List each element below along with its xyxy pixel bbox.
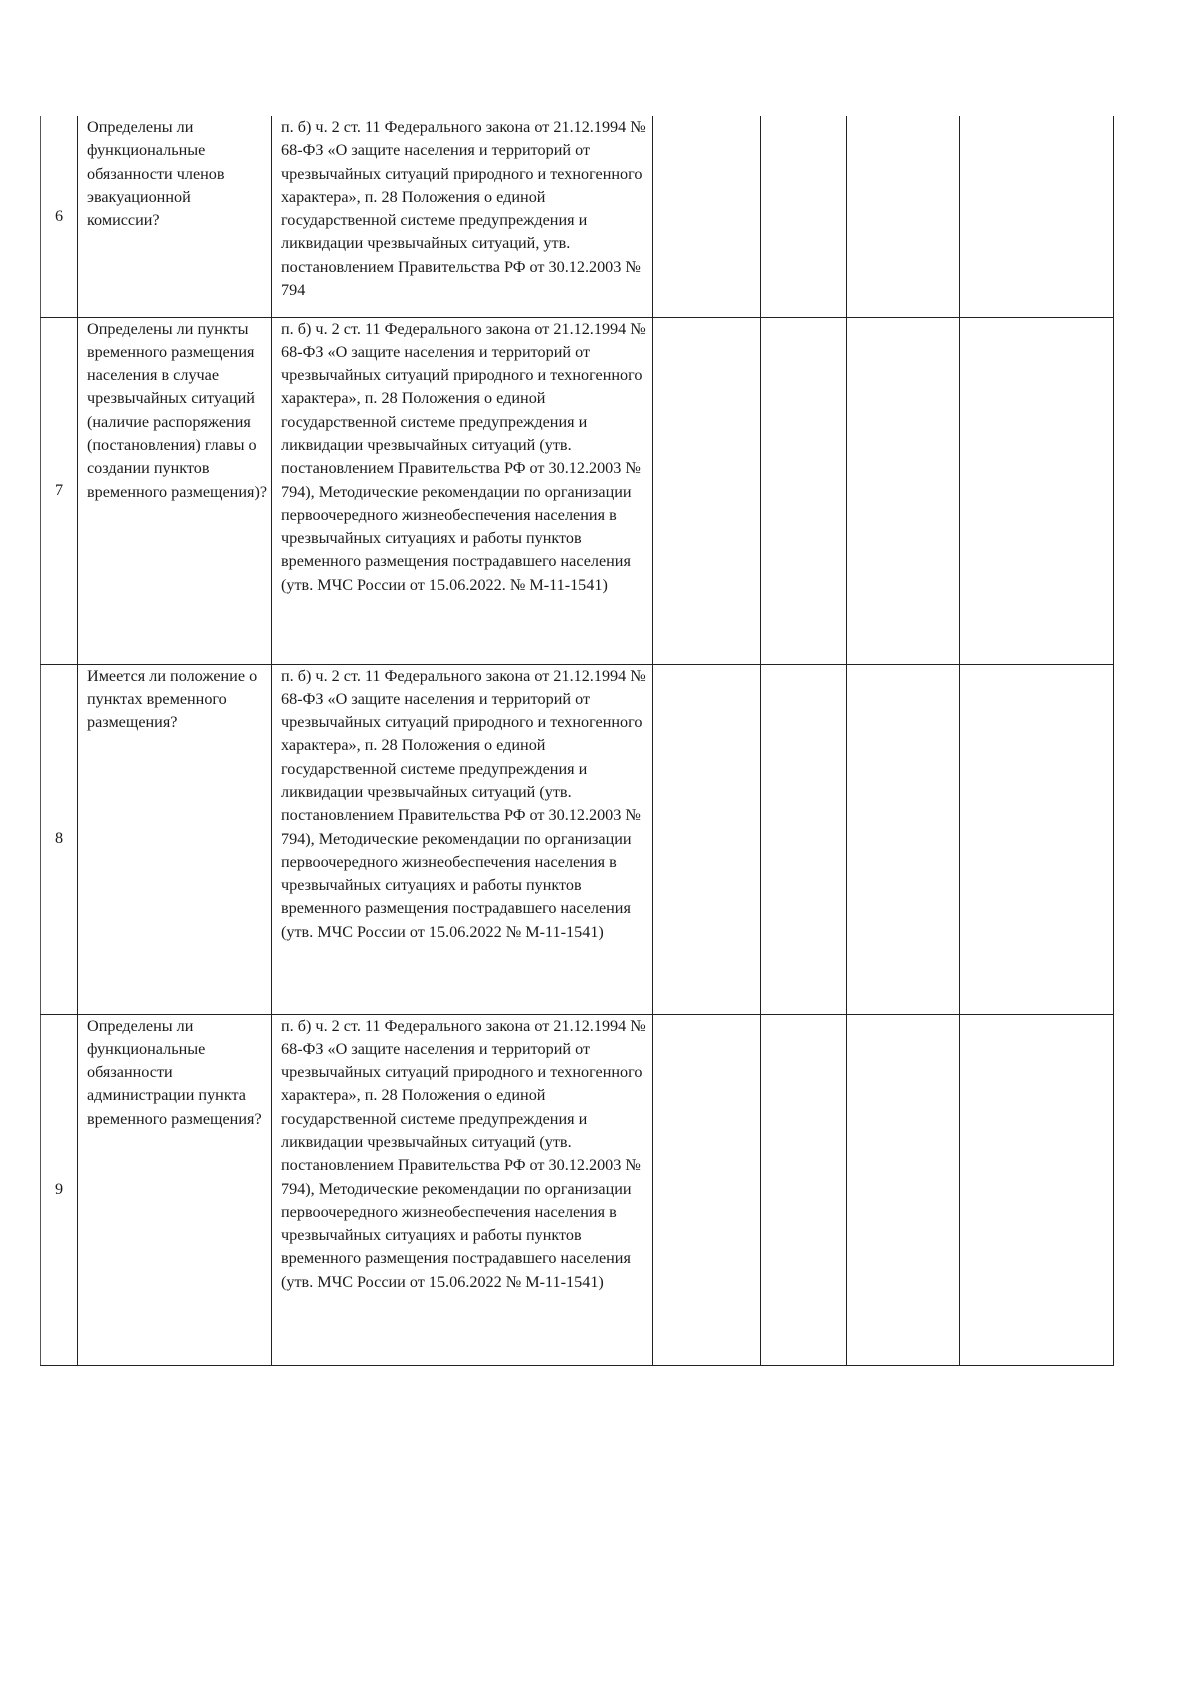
reference-text: п. б) ч. 2 ст. 11 Федерального закона от 21.12.1994 № 68-ФЗ «О защите населения и территорий от чрезвычайных ситуаций природного и техногенного характера», п. 28 Положения о единой государственной системе предупреждения и ликвидации чрезвычайных ситуаций, утв. постановлением Правительства РФ от 30.12.2003 № 794 [281, 118, 646, 300]
question-cell [78, 317, 272, 664]
reference-cell [272, 664, 653, 1014]
row-number: 6 [41, 116, 78, 317]
reference-cell [272, 116, 653, 317]
question-text: Определены ли функциональные обязанности членов эвакуационной комиссии? [87, 118, 225, 230]
empty-cell [761, 664, 847, 1014]
empty-cell [653, 116, 761, 317]
question-cell [78, 116, 272, 317]
empty-cell [653, 1014, 761, 1365]
table-row [41, 664, 1114, 1014]
empty-cell [653, 664, 761, 1014]
question-cell [78, 664, 272, 1014]
row-number: 8 [41, 664, 78, 1014]
empty-cell [847, 664, 960, 1014]
reference-text: п. б) ч. 2 ст. 11 Федерального закона от 21.12.1994 № 68-ФЗ «О защите населения и территорий от чрезвычайных ситуаций природного и техногенного характера», п. 28 Положения о единой государственной системе предупреждения и ликвидации чрезвычайных ситуаций (утв. постановлением Правительства РФ от 30.12.2003 № 794), Методические рекомендации по организации первоочередного жизнеобеспечения населения в чрезвычайных ситуациях и работы пунктов временного размещения пострадавшего населения (утв. МЧС России от 15.06.2022 № М-11-1541) [281, 1016, 646, 1291]
empty-cell [761, 1014, 847, 1365]
empty-cell [847, 317, 960, 664]
empty-cell [761, 317, 847, 664]
empty-cell [847, 116, 960, 317]
question-text: Определены ли функциональные обязанности администрации пункта временного размещения? [87, 1016, 262, 1128]
empty-cell [960, 116, 1114, 317]
empty-cell [761, 116, 847, 317]
empty-cell [847, 1014, 960, 1365]
table-row [41, 116, 1114, 317]
question-text: Имеется ли положение о пунктах временного размещения? [87, 666, 258, 732]
empty-cell [960, 317, 1114, 664]
reference-cell [272, 317, 653, 664]
question-text: Определены ли пункты временного размещения населения в случае чрезвычайных ситуаций (наличие распоряжения (постановления) главы о создании пунктов временного размещения)? [87, 319, 268, 501]
table-row [41, 317, 1114, 664]
row-number: 9 [41, 1014, 78, 1365]
table-row [41, 1014, 1114, 1365]
checklist-table [40, 116, 1114, 1366]
question-cell [78, 1014, 272, 1365]
reference-cell [272, 1014, 653, 1365]
reference-text: п. б) ч. 2 ст. 11 Федерального закона от 21.12.1994 № 68-ФЗ «О защите населения и территорий от чрезвычайных ситуаций природного и техногенного характера», п. 28 Положения о единой государственной системе предупреждения и ликвидации чрезвычайных ситуаций (утв. постановлением Правительства РФ от 30.12.2003 № 794), Методические рекомендации по организации первоочередного жизнеобеспечения населения в чрезвычайных ситуациях и работы пунктов временного размещения пострадавшего населения (утв. МЧС России от 15.06.2022. № М-11-1541) [281, 319, 646, 594]
row-number: 7 [41, 317, 78, 664]
empty-cell [960, 1014, 1114, 1365]
reference-text: п. б) ч. 2 ст. 11 Федерального закона от 21.12.1994 № 68-ФЗ «О защите населения и территорий от чрезвычайных ситуаций природного и техногенного характера», п. 28 Положения о единой государственной системе предупреждения и ликвидации чрезвычайных ситуаций (утв. постановлением Правительства РФ от 30.12.2003 № 794), Методические рекомендации по организации первоочередного жизнеобеспечения населения в чрезвычайных ситуациях и работы пунктов временного размещения пострадавшего населения (утв. МЧС России от 15.06.2022 № М-11-1541) [281, 666, 646, 941]
empty-cell [960, 664, 1114, 1014]
empty-cell [653, 317, 761, 664]
